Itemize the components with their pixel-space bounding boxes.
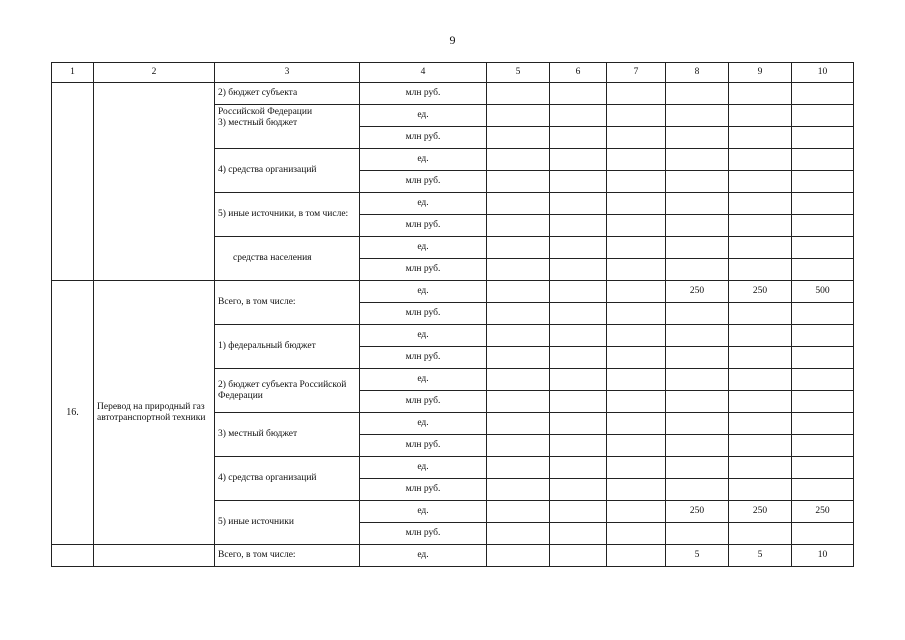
funding-source: 3) местный бюджет	[215, 413, 360, 457]
funding-source: 2) бюджет субъекта	[215, 83, 360, 105]
column-header: 4	[360, 63, 487, 83]
value-cell	[792, 259, 854, 281]
value-cell	[487, 215, 550, 237]
page-number: 9	[449, 33, 456, 47]
unit-cell: млн руб.	[360, 215, 487, 237]
funding-source: 1) федеральный бюджет	[215, 325, 360, 369]
value-cell: 250	[666, 501, 729, 523]
column-header: 10	[792, 63, 854, 83]
funding-source: 4) средства организаций	[215, 457, 360, 501]
value-cell	[607, 391, 666, 413]
funding-source: 5) иные источники, в том числе:	[215, 193, 360, 237]
value-cell	[666, 457, 729, 479]
column-header: 6	[550, 63, 607, 83]
item-number	[52, 545, 94, 567]
funding-source: Всего, в том числе:	[215, 545, 360, 567]
value-cell	[792, 413, 854, 435]
value-cell	[792, 105, 854, 127]
value-cell	[666, 237, 729, 259]
unit-cell: ед.	[360, 193, 487, 215]
funding-source: 2) бюджет субъекта Российской Федерации	[215, 369, 360, 413]
table-row	[52, 545, 854, 567]
value-cell	[487, 435, 550, 457]
value-cell	[607, 413, 666, 435]
value-cell	[666, 105, 729, 127]
value-cell	[729, 215, 792, 237]
unit-cell: млн руб.	[360, 479, 487, 501]
value-cell	[607, 523, 666, 545]
value-cell	[666, 215, 729, 237]
value-cell	[729, 127, 792, 149]
item-name	[94, 83, 215, 281]
value-cell	[792, 303, 854, 325]
value-cell	[550, 479, 607, 501]
header-row	[52, 63, 854, 83]
value-cell	[792, 325, 854, 347]
value-cell	[607, 127, 666, 149]
value-cell	[607, 369, 666, 391]
value-cell	[607, 457, 666, 479]
value-cell	[792, 127, 854, 149]
value-cell	[792, 347, 854, 369]
value-cell	[487, 149, 550, 171]
value-cell	[607, 435, 666, 457]
unit-cell: млн руб.	[360, 523, 487, 545]
unit-cell: млн руб.	[360, 259, 487, 281]
value-cell	[729, 149, 792, 171]
value-cell	[666, 523, 729, 545]
value-cell	[792, 479, 854, 501]
value-cell	[487, 193, 550, 215]
table-row	[52, 83, 854, 105]
value-cell	[487, 325, 550, 347]
value-cell	[487, 479, 550, 501]
value-cell	[729, 435, 792, 457]
funding-source: Всего, в том числе:	[215, 281, 360, 325]
value-cell	[550, 413, 607, 435]
value-cell	[550, 171, 607, 193]
value-cell	[487, 523, 550, 545]
value-cell	[729, 193, 792, 215]
value-cell	[666, 171, 729, 193]
value-cell	[550, 391, 607, 413]
value-cell	[792, 171, 854, 193]
column-header: 8	[666, 63, 729, 83]
value-cell	[550, 501, 607, 523]
unit-cell: ед.	[360, 501, 487, 523]
value-cell	[607, 325, 666, 347]
value-cell	[792, 215, 854, 237]
value-cell: 250	[729, 281, 792, 303]
unit-cell: ед.	[360, 369, 487, 391]
item-name	[94, 545, 215, 567]
value-cell	[550, 523, 607, 545]
value-cell	[487, 127, 550, 149]
value-cell	[792, 435, 854, 457]
value-cell	[729, 171, 792, 193]
value-cell	[607, 281, 666, 303]
value-cell	[729, 237, 792, 259]
unit-cell: ед.	[360, 149, 487, 171]
value-cell	[607, 193, 666, 215]
value-cell	[792, 193, 854, 215]
value-cell	[550, 457, 607, 479]
value-cell	[550, 127, 607, 149]
column-header: 2	[94, 63, 215, 83]
value-cell	[792, 83, 854, 105]
value-cell	[666, 413, 729, 435]
unit-cell: ед.	[360, 105, 487, 127]
unit-cell: ед.	[360, 281, 487, 303]
unit-cell: млн руб.	[360, 303, 487, 325]
funding-source: Российской Федерации 3) местный бюджет	[215, 105, 360, 149]
budget-table	[51, 62, 854, 567]
value-cell	[666, 193, 729, 215]
value-cell	[550, 83, 607, 105]
value-cell: 250	[729, 501, 792, 523]
value-cell	[550, 105, 607, 127]
unit-cell: млн руб.	[360, 127, 487, 149]
value-cell	[666, 325, 729, 347]
column-header: 7	[607, 63, 666, 83]
value-cell	[666, 149, 729, 171]
value-cell	[729, 259, 792, 281]
funding-source: 5) иные источники	[215, 501, 360, 545]
item-name: Перевод на природный газ автотранспортной техники	[94, 281, 215, 545]
value-cell	[607, 479, 666, 501]
table-row	[52, 281, 854, 303]
value-cell	[607, 347, 666, 369]
value-cell	[487, 83, 550, 105]
value-cell	[607, 83, 666, 105]
item-number	[52, 83, 94, 281]
value-cell	[487, 281, 550, 303]
value-cell: 250	[666, 281, 729, 303]
value-cell	[550, 237, 607, 259]
value-cell	[607, 149, 666, 171]
value-cell	[487, 105, 550, 127]
value-cell	[607, 303, 666, 325]
item-number: 16.	[52, 281, 94, 545]
value-cell	[666, 347, 729, 369]
value-cell	[550, 149, 607, 171]
value-cell	[666, 369, 729, 391]
value-cell	[487, 457, 550, 479]
table-body	[52, 83, 854, 567]
column-header: 1	[52, 63, 94, 83]
funding-source: 4) средства организаций	[215, 149, 360, 193]
value-cell	[550, 369, 607, 391]
value-cell	[666, 83, 729, 105]
value-cell	[729, 369, 792, 391]
table-header	[52, 63, 854, 83]
value-cell	[729, 105, 792, 127]
value-cell	[550, 193, 607, 215]
value-cell	[550, 347, 607, 369]
value-cell: 500	[792, 281, 854, 303]
value-cell	[607, 171, 666, 193]
value-cell	[487, 413, 550, 435]
value-cell	[550, 215, 607, 237]
value-cell: 250	[792, 501, 854, 523]
value-cell	[487, 171, 550, 193]
value-cell	[729, 391, 792, 413]
value-cell	[607, 237, 666, 259]
value-cell	[666, 259, 729, 281]
value-cell	[729, 303, 792, 325]
value-cell	[666, 479, 729, 501]
value-cell	[666, 435, 729, 457]
value-cell	[487, 501, 550, 523]
value-cell	[550, 435, 607, 457]
value-cell	[487, 259, 550, 281]
value-cell	[666, 303, 729, 325]
value-cell	[487, 237, 550, 259]
value-cell	[792, 369, 854, 391]
value-cell	[666, 391, 729, 413]
value-cell: 5	[666, 545, 729, 567]
value-cell	[729, 479, 792, 501]
unit-cell: млн руб.	[360, 391, 487, 413]
value-cell	[729, 457, 792, 479]
value-cell	[729, 413, 792, 435]
value-cell	[550, 281, 607, 303]
value-cell	[607, 105, 666, 127]
value-cell	[729, 347, 792, 369]
column-header: 3	[215, 63, 360, 83]
value-cell	[487, 347, 550, 369]
unit-cell: млн руб.	[360, 435, 487, 457]
unit-cell: ед.	[360, 325, 487, 347]
unit-cell: ед.	[360, 457, 487, 479]
value-cell	[550, 325, 607, 347]
value-cell	[729, 523, 792, 545]
unit-cell: млн руб.	[360, 83, 487, 105]
value-cell	[607, 215, 666, 237]
value-cell	[729, 83, 792, 105]
value-cell	[607, 545, 666, 567]
value-cell: 5	[729, 545, 792, 567]
value-cell	[792, 149, 854, 171]
value-cell	[792, 237, 854, 259]
value-cell	[550, 259, 607, 281]
value-cell	[487, 391, 550, 413]
value-cell	[487, 303, 550, 325]
value-cell	[487, 545, 550, 567]
value-cell	[607, 259, 666, 281]
value-cell: 10	[792, 545, 854, 567]
value-cell	[550, 545, 607, 567]
column-header: 5	[487, 63, 550, 83]
value-cell	[729, 325, 792, 347]
value-cell	[666, 127, 729, 149]
unit-cell: ед.	[360, 545, 487, 567]
column-header: 9	[729, 63, 792, 83]
unit-cell: млн руб.	[360, 347, 487, 369]
unit-cell: млн руб.	[360, 171, 487, 193]
value-cell	[487, 369, 550, 391]
unit-cell: ед.	[360, 237, 487, 259]
value-cell	[792, 523, 854, 545]
value-cell	[607, 501, 666, 523]
value-cell	[550, 303, 607, 325]
unit-cell: ед.	[360, 413, 487, 435]
funding-source: средства населения	[215, 237, 360, 281]
value-cell	[792, 457, 854, 479]
value-cell	[792, 391, 854, 413]
